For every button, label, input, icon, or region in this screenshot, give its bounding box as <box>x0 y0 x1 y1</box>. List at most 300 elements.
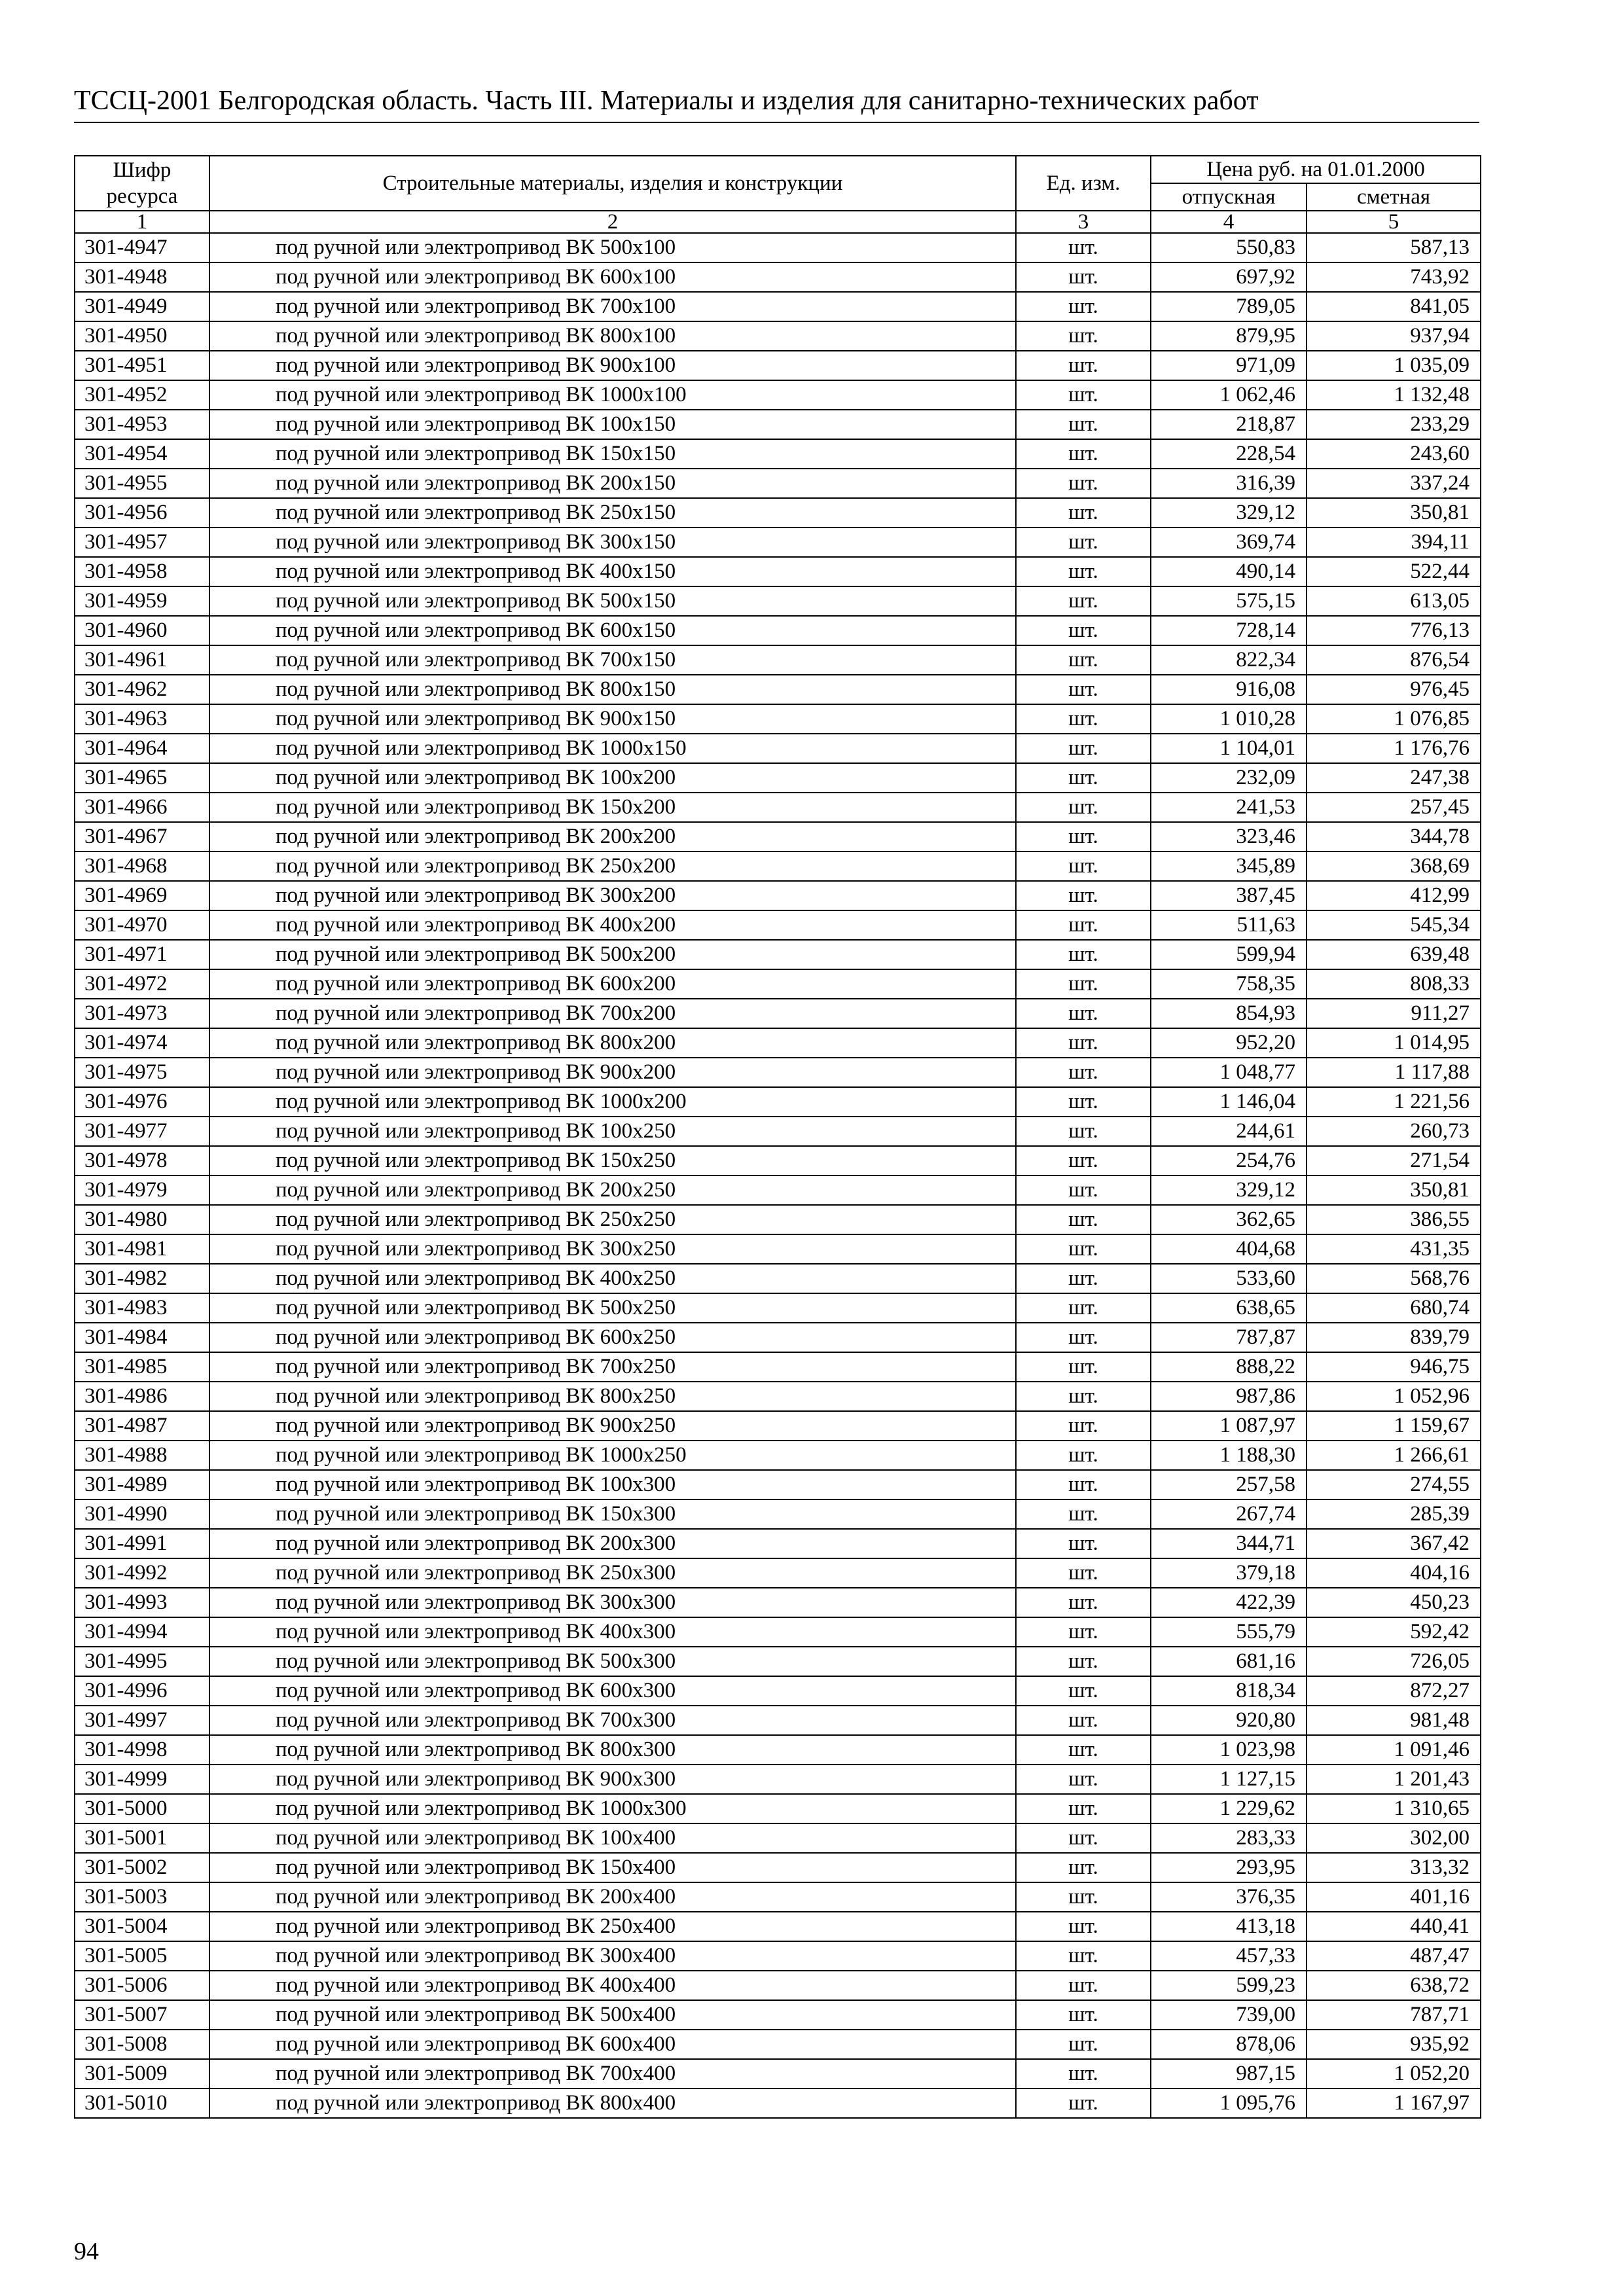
cell-price-release: 323,46 <box>1151 822 1307 852</box>
cell-price-estimate: 1 266,61 <box>1307 1441 1481 1470</box>
cell-unit: шт. <box>1016 616 1151 645</box>
cell-code: 301-4978 <box>75 1146 209 1175</box>
cell-name: под ручной или электропривод ВК 800х150 <box>209 675 1016 704</box>
cell-name: под ручной или электропривод ВК 900х100 <box>209 351 1016 380</box>
cell-unit: шт. <box>1016 2089 1151 2118</box>
cell-price-release: 257,58 <box>1151 1470 1307 1499</box>
cell-unit: шт. <box>1016 1470 1151 1499</box>
table-row <box>75 2059 1481 2089</box>
table-row <box>75 1087 1481 1117</box>
table-row <box>75 940 1481 969</box>
cell-price-estimate: 808,33 <box>1307 969 1481 999</box>
table-row <box>75 2030 1481 2059</box>
table-row <box>75 1058 1481 1087</box>
cell-code: 301-4949 <box>75 292 209 321</box>
table-row <box>75 1529 1481 1558</box>
table-row <box>75 1794 1481 1823</box>
cell-price-estimate: 404,16 <box>1307 1558 1481 1588</box>
cell-code: 301-4990 <box>75 1499 209 1529</box>
cell-price-release: 413,18 <box>1151 1912 1307 1941</box>
table-row <box>75 1558 1481 1588</box>
cell-price-release: 533,60 <box>1151 1264 1307 1293</box>
table-row <box>75 439 1481 469</box>
price-table <box>74 155 1481 2119</box>
table-row <box>75 1588 1481 1617</box>
cell-unit: шт. <box>1016 1706 1151 1735</box>
cell-name: под ручной или электропривод ВК 700х150 <box>209 645 1016 675</box>
cell-price-estimate: 337,24 <box>1307 469 1481 498</box>
table-row <box>75 616 1481 645</box>
cell-name: под ручной или электропривод ВК 1000х300 <box>209 1794 1016 1823</box>
cell-code: 301-4979 <box>75 1175 209 1205</box>
cell-price-release: 457,33 <box>1151 1941 1307 1971</box>
cell-price-release: 916,08 <box>1151 675 1307 704</box>
cell-unit: шт. <box>1016 999 1151 1028</box>
cell-name: под ручной или электропривод ВК 900х300 <box>209 1765 1016 1794</box>
cell-unit: шт. <box>1016 2059 1151 2089</box>
cell-code: 301-4988 <box>75 1441 209 1470</box>
cell-price-release: 362,65 <box>1151 1205 1307 1234</box>
column-header-name: Строительные материалы, изделия и конструкции <box>209 156 1016 211</box>
cell-code: 301-4989 <box>75 1470 209 1499</box>
cell-code: 301-4974 <box>75 1028 209 1058</box>
cell-price-release: 728,14 <box>1151 616 1307 645</box>
cell-code: 301-4985 <box>75 1352 209 1382</box>
cell-name: под ручной или электропривод ВК 500х250 <box>209 1293 1016 1323</box>
table-row <box>75 2000 1481 2030</box>
cell-unit: шт. <box>1016 1647 1151 1676</box>
table-row <box>75 1117 1481 1146</box>
cell-price-release: 1 062,46 <box>1151 380 1307 410</box>
cell-price-release: 1 127,15 <box>1151 1765 1307 1794</box>
cell-unit: шт. <box>1016 1441 1151 1470</box>
cell-price-estimate: 587,13 <box>1307 233 1481 262</box>
column-header-price-release: отпускная <box>1151 183 1307 211</box>
column-number: 4 <box>1151 211 1307 233</box>
cell-code: 301-4984 <box>75 1323 209 1352</box>
cell-price-estimate: 937,94 <box>1307 321 1481 351</box>
cell-unit: шт. <box>1016 262 1151 292</box>
cell-price-release: 344,71 <box>1151 1529 1307 1558</box>
cell-price-release: 1 048,77 <box>1151 1058 1307 1087</box>
cell-name: под ручной или электропривод ВК 250х200 <box>209 852 1016 881</box>
cell-name: под ручной или электропривод ВК 200х250 <box>209 1175 1016 1205</box>
cell-unit: шт. <box>1016 233 1151 262</box>
cell-price-release: 787,87 <box>1151 1323 1307 1352</box>
cell-name: под ручной или электропривод ВК 400х400 <box>209 1971 1016 2000</box>
column-number: 2 <box>209 211 1016 233</box>
table-row <box>75 292 1481 321</box>
cell-price-estimate: 1 132,48 <box>1307 380 1481 410</box>
table-row <box>75 1411 1481 1441</box>
cell-price-release: 920,80 <box>1151 1706 1307 1735</box>
cell-code: 301-5003 <box>75 1882 209 1912</box>
cell-unit: шт. <box>1016 351 1151 380</box>
cell-price-estimate: 285,39 <box>1307 1499 1481 1529</box>
cell-code: 301-4999 <box>75 1765 209 1794</box>
table-row <box>75 999 1481 1028</box>
cell-price-release: 878,06 <box>1151 2030 1307 2059</box>
table-row <box>75 1735 1481 1765</box>
cell-code: 301-4982 <box>75 1264 209 1293</box>
table-row <box>75 1382 1481 1411</box>
cell-code: 301-4953 <box>75 410 209 439</box>
column-header-unit: Ед. изм. <box>1016 156 1151 211</box>
cell-code: 301-4955 <box>75 469 209 498</box>
cell-price-estimate: 1 035,09 <box>1307 351 1481 380</box>
cell-code: 301-4964 <box>75 734 209 763</box>
table-row <box>75 2089 1481 2118</box>
cell-price-estimate: 522,44 <box>1307 557 1481 586</box>
cell-name: под ручной или электропривод ВК 200х200 <box>209 822 1016 852</box>
cell-name: под ручной или электропривод ВК 100х250 <box>209 1117 1016 1146</box>
cell-price-estimate: 1 117,88 <box>1307 1058 1481 1087</box>
cell-name: под ручной или электропривод ВК 800х300 <box>209 1735 1016 1765</box>
cell-price-release: 369,74 <box>1151 528 1307 557</box>
cell-price-estimate: 981,48 <box>1307 1706 1481 1735</box>
cell-code: 301-5007 <box>75 2000 209 2030</box>
cell-unit: шт. <box>1016 1028 1151 1058</box>
cell-unit: шт. <box>1016 1058 1151 1087</box>
cell-unit: шт. <box>1016 1293 1151 1323</box>
cell-unit: шт. <box>1016 1853 1151 1882</box>
table-row <box>75 1205 1481 1234</box>
cell-price-release: 490,14 <box>1151 557 1307 586</box>
cell-price-estimate: 638,72 <box>1307 1971 1481 2000</box>
cell-price-estimate: 367,42 <box>1307 1529 1481 1558</box>
cell-price-release: 283,33 <box>1151 1823 1307 1853</box>
cell-name: под ручной или электропривод ВК 500х400 <box>209 2000 1016 2030</box>
cell-unit: шт. <box>1016 1352 1151 1382</box>
cell-code: 301-4967 <box>75 822 209 852</box>
cell-code: 301-4981 <box>75 1234 209 1264</box>
table-row <box>75 969 1481 999</box>
cell-price-release: 329,12 <box>1151 1175 1307 1205</box>
cell-unit: шт. <box>1016 1882 1151 1912</box>
cell-name: под ручной или электропривод ВК 600х200 <box>209 969 1016 999</box>
cell-name: под ручной или электропривод ВК 300х400 <box>209 1941 1016 1971</box>
table-row <box>75 380 1481 410</box>
cell-price-estimate: 1 052,20 <box>1307 2059 1481 2089</box>
cell-unit: шт. <box>1016 1588 1151 1617</box>
cell-code: 301-4960 <box>75 616 209 645</box>
cell-unit: шт. <box>1016 1205 1151 1234</box>
cell-name: под ручной или электропривод ВК 700х300 <box>209 1706 1016 1735</box>
cell-price-release: 599,94 <box>1151 940 1307 969</box>
table-row <box>75 675 1481 704</box>
cell-price-estimate: 257,45 <box>1307 793 1481 822</box>
cell-code: 301-4983 <box>75 1293 209 1323</box>
cell-code: 301-4957 <box>75 528 209 557</box>
cell-price-release: 888,22 <box>1151 1352 1307 1382</box>
cell-name: под ручной или электропривод ВК 200х150 <box>209 469 1016 498</box>
cell-price-estimate: 431,35 <box>1307 1234 1481 1264</box>
cell-code: 301-5006 <box>75 1971 209 2000</box>
cell-name: под ручной или электропривод ВК 600х400 <box>209 2030 1016 2059</box>
cell-name: под ручной или электропривод ВК 800х200 <box>209 1028 1016 1058</box>
table-row <box>75 1499 1481 1529</box>
cell-price-release: 550,83 <box>1151 233 1307 262</box>
cell-unit: шт. <box>1016 410 1151 439</box>
cell-code: 301-4962 <box>75 675 209 704</box>
cell-name: под ручной или электропривод ВК 600х300 <box>209 1676 1016 1706</box>
cell-price-estimate: 545,34 <box>1307 910 1481 940</box>
cell-name: под ручной или электропривод ВК 400х300 <box>209 1617 1016 1647</box>
cell-price-release: 555,79 <box>1151 1617 1307 1647</box>
table-row <box>75 528 1481 557</box>
table-row <box>75 704 1481 734</box>
cell-price-estimate: 787,71 <box>1307 2000 1481 2030</box>
table-row <box>75 822 1481 852</box>
cell-name: под ручной или электропривод ВК 300х200 <box>209 881 1016 910</box>
cell-price-estimate: 726,05 <box>1307 1647 1481 1676</box>
cell-price-release: 1 188,30 <box>1151 1441 1307 1470</box>
cell-code: 301-4993 <box>75 1588 209 1617</box>
cell-code: 301-5001 <box>75 1823 209 1853</box>
cell-name: под ручной или электропривод ВК 700х250 <box>209 1352 1016 1382</box>
cell-price-release: 1 104,01 <box>1151 734 1307 763</box>
cell-price-estimate: 487,47 <box>1307 1941 1481 1971</box>
cell-price-release: 1 023,98 <box>1151 1735 1307 1765</box>
cell-price-estimate: 440,41 <box>1307 1912 1481 1941</box>
cell-price-release: 789,05 <box>1151 292 1307 321</box>
cell-unit: шт. <box>1016 586 1151 616</box>
cell-name: под ручной или электропривод ВК 700х100 <box>209 292 1016 321</box>
table-row <box>75 1323 1481 1352</box>
cell-code: 301-4959 <box>75 586 209 616</box>
cell-unit: шт. <box>1016 704 1151 734</box>
cell-name: под ручной или электропривод ВК 1000х150 <box>209 734 1016 763</box>
cell-price-estimate: 401,16 <box>1307 1882 1481 1912</box>
cell-price-release: 739,00 <box>1151 2000 1307 2030</box>
cell-unit: шт. <box>1016 1087 1151 1117</box>
cell-price-release: 638,65 <box>1151 1293 1307 1323</box>
cell-price-estimate: 1 176,76 <box>1307 734 1481 763</box>
cell-price-estimate: 946,75 <box>1307 1352 1481 1382</box>
cell-code: 301-4968 <box>75 852 209 881</box>
cell-price-estimate: 935,92 <box>1307 2030 1481 2059</box>
cell-price-estimate: 313,32 <box>1307 1853 1481 1882</box>
cell-name: под ручной или электропривод ВК 900х200 <box>209 1058 1016 1087</box>
cell-price-estimate: 1 310,65 <box>1307 1794 1481 1823</box>
column-number: 1 <box>75 211 209 233</box>
table-row <box>75 1971 1481 2000</box>
cell-code: 301-4963 <box>75 704 209 734</box>
table-row <box>75 557 1481 586</box>
cell-unit: шт. <box>1016 1264 1151 1293</box>
page-number: 94 <box>74 2238 99 2265</box>
cell-code: 301-4975 <box>75 1058 209 1087</box>
cell-price-estimate: 260,73 <box>1307 1117 1481 1146</box>
cell-price-estimate: 450,23 <box>1307 1588 1481 1617</box>
cell-unit: шт. <box>1016 1941 1151 1971</box>
cell-name: под ручной или электропривод ВК 1000х200 <box>209 1087 1016 1117</box>
cell-unit: шт. <box>1016 557 1151 586</box>
cell-price-estimate: 350,81 <box>1307 498 1481 528</box>
cell-code: 301-4996 <box>75 1676 209 1706</box>
table-row <box>75 1765 1481 1794</box>
cell-name: под ручной или электропривод ВК 100х150 <box>209 410 1016 439</box>
table-row <box>75 881 1481 910</box>
table-row <box>75 1441 1481 1470</box>
cell-price-estimate: 1 159,67 <box>1307 1411 1481 1441</box>
cell-name: под ручной или электропривод ВК 400х250 <box>209 1264 1016 1293</box>
cell-price-release: 232,09 <box>1151 763 1307 793</box>
cell-unit: шт. <box>1016 852 1151 881</box>
cell-unit: шт. <box>1016 2000 1151 2030</box>
cell-price-estimate: 592,42 <box>1307 1617 1481 1647</box>
table-row <box>75 734 1481 763</box>
price-table-container <box>74 155 1480 2119</box>
cell-unit: шт. <box>1016 528 1151 557</box>
cell-name: под ручной или электропривод ВК 400х150 <box>209 557 1016 586</box>
table-row <box>75 1647 1481 1676</box>
table-row <box>75 793 1481 822</box>
cell-unit: шт. <box>1016 1558 1151 1588</box>
cell-unit: шт. <box>1016 1411 1151 1441</box>
cell-code: 301-4958 <box>75 557 209 586</box>
cell-price-estimate: 1 167,97 <box>1307 2089 1481 2118</box>
cell-price-release: 1 087,97 <box>1151 1411 1307 1441</box>
cell-code: 301-4976 <box>75 1087 209 1117</box>
cell-price-estimate: 1 091,46 <box>1307 1735 1481 1765</box>
cell-price-release: 822,34 <box>1151 645 1307 675</box>
table-row <box>75 645 1481 675</box>
table-row <box>75 910 1481 940</box>
cell-unit: шт. <box>1016 1617 1151 1647</box>
table-row <box>75 1264 1481 1293</box>
table-row <box>75 1293 1481 1323</box>
table-row <box>75 1352 1481 1382</box>
table-row <box>75 1676 1481 1706</box>
cell-price-estimate: 350,81 <box>1307 1175 1481 1205</box>
cell-name: под ручной или электропривод ВК 200х400 <box>209 1882 1016 1912</box>
table-row <box>75 410 1481 439</box>
cell-name: под ручной или электропривод ВК 500х300 <box>209 1647 1016 1676</box>
cell-code: 301-4995 <box>75 1647 209 1676</box>
cell-unit: шт. <box>1016 1912 1151 1941</box>
cell-price-estimate: 233,29 <box>1307 410 1481 439</box>
cell-price-release: 254,76 <box>1151 1146 1307 1175</box>
table-row <box>75 1941 1481 1971</box>
cell-unit: шт. <box>1016 645 1151 675</box>
cell-code: 301-5009 <box>75 2059 209 2089</box>
cell-unit: шт. <box>1016 763 1151 793</box>
cell-price-release: 228,54 <box>1151 439 1307 469</box>
cell-name: под ручной или электропривод ВК 600х250 <box>209 1323 1016 1352</box>
cell-unit: шт. <box>1016 1765 1151 1794</box>
cell-price-release: 218,87 <box>1151 410 1307 439</box>
cell-name: под ручной или электропривод ВК 1000х250 <box>209 1441 1016 1470</box>
table-row <box>75 469 1481 498</box>
cell-code: 301-4987 <box>75 1411 209 1441</box>
cell-name: под ручной или электропривод ВК 250х400 <box>209 1912 1016 1941</box>
cell-code: 301-4947 <box>75 233 209 262</box>
cell-code: 301-4991 <box>75 1529 209 1558</box>
cell-price-release: 1 095,76 <box>1151 2089 1307 2118</box>
cell-price-release: 697,92 <box>1151 262 1307 292</box>
cell-price-release: 376,35 <box>1151 1882 1307 1912</box>
cell-price-release: 345,89 <box>1151 852 1307 881</box>
cell-name: под ручной или электропривод ВК 500х200 <box>209 940 1016 969</box>
cell-price-estimate: 613,05 <box>1307 586 1481 616</box>
table-row <box>75 852 1481 881</box>
table-row <box>75 498 1481 528</box>
table-row <box>75 233 1481 262</box>
column-number-row <box>75 211 1481 233</box>
cell-name: под ручной или электропривод ВК 800х400 <box>209 2089 1016 2118</box>
cell-unit: шт. <box>1016 1971 1151 2000</box>
cell-unit: шт. <box>1016 1117 1151 1146</box>
cell-code: 301-4992 <box>75 1558 209 1588</box>
cell-price-estimate: 639,48 <box>1307 940 1481 969</box>
cell-code: 301-4994 <box>75 1617 209 1647</box>
cell-unit: шт. <box>1016 292 1151 321</box>
cell-price-release: 511,63 <box>1151 910 1307 940</box>
cell-price-release: 575,15 <box>1151 586 1307 616</box>
column-header-code: Шифр ресурса <box>75 156 209 211</box>
cell-code: 301-4950 <box>75 321 209 351</box>
cell-unit: шт. <box>1016 1146 1151 1175</box>
cell-price-release: 379,18 <box>1151 1558 1307 1588</box>
cell-name: под ручной или электропривод ВК 150х300 <box>209 1499 1016 1529</box>
cell-price-release: 316,39 <box>1151 469 1307 498</box>
cell-unit: шт. <box>1016 380 1151 410</box>
cell-price-release: 422,39 <box>1151 1588 1307 1617</box>
cell-unit: шт. <box>1016 1735 1151 1765</box>
table-row <box>75 1234 1481 1264</box>
cell-price-estimate: 344,78 <box>1307 822 1481 852</box>
cell-name: под ручной или электропривод ВК 1000х100 <box>209 380 1016 410</box>
cell-unit: шт. <box>1016 1499 1151 1529</box>
table-row <box>75 1028 1481 1058</box>
cell-unit: шт. <box>1016 469 1151 498</box>
cell-price-release: 987,15 <box>1151 2059 1307 2089</box>
table-row <box>75 1706 1481 1735</box>
cell-code: 301-4954 <box>75 439 209 469</box>
cell-price-estimate: 872,27 <box>1307 1676 1481 1706</box>
cell-price-estimate: 274,55 <box>1307 1470 1481 1499</box>
cell-name: под ручной или электропривод ВК 700х200 <box>209 999 1016 1028</box>
cell-unit: шт. <box>1016 675 1151 704</box>
cell-name: под ручной или электропривод ВК 150х150 <box>209 439 1016 469</box>
cell-name: под ручной или электропривод ВК 300х250 <box>209 1234 1016 1264</box>
cell-price-estimate: 876,54 <box>1307 645 1481 675</box>
cell-code: 301-4977 <box>75 1117 209 1146</box>
cell-price-estimate: 1 014,95 <box>1307 1028 1481 1058</box>
cell-price-estimate: 680,74 <box>1307 1293 1481 1323</box>
cell-unit: шт. <box>1016 940 1151 969</box>
cell-price-release: 387,45 <box>1151 881 1307 910</box>
cell-code: 301-4966 <box>75 793 209 822</box>
table-row <box>75 1823 1481 1853</box>
cell-code: 301-4998 <box>75 1735 209 1765</box>
column-header-price-estimate: сметная <box>1307 183 1481 211</box>
cell-price-estimate: 386,55 <box>1307 1205 1481 1234</box>
cell-price-release: 267,74 <box>1151 1499 1307 1529</box>
cell-price-release: 854,93 <box>1151 999 1307 1028</box>
table-row <box>75 262 1481 292</box>
cell-price-release: 1 146,04 <box>1151 1087 1307 1117</box>
cell-unit: шт. <box>1016 321 1151 351</box>
cell-price-release: 329,12 <box>1151 498 1307 528</box>
cell-code: 301-4951 <box>75 351 209 380</box>
cell-price-release: 404,68 <box>1151 1234 1307 1264</box>
cell-code: 301-4948 <box>75 262 209 292</box>
cell-price-release: 681,16 <box>1151 1647 1307 1676</box>
cell-code: 301-5002 <box>75 1853 209 1882</box>
cell-name: под ручной или электропривод ВК 200х300 <box>209 1529 1016 1558</box>
